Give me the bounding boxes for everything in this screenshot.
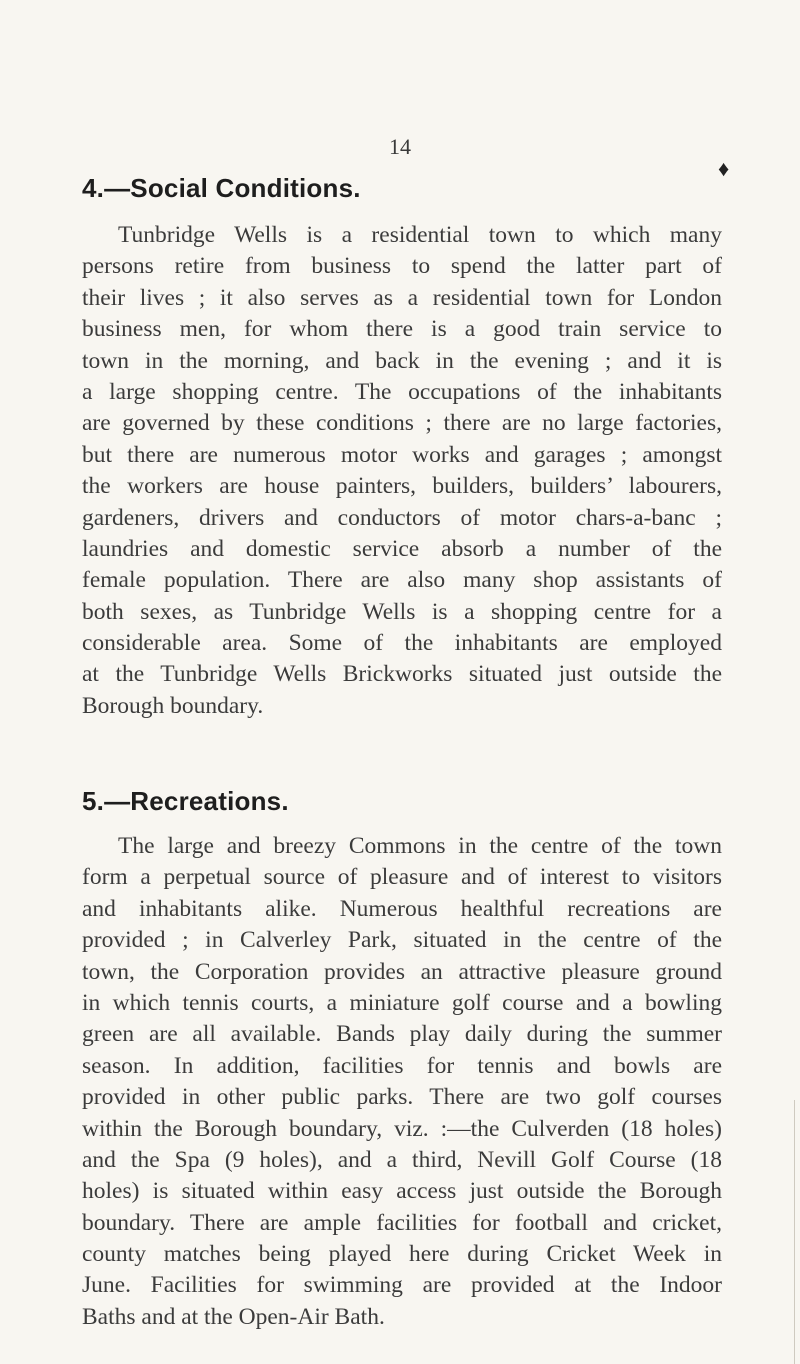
text-line: female population. There are also many shop assistants of bbox=[82, 567, 722, 594]
section-heading-recreations: 5.—Recreations. bbox=[82, 786, 289, 816]
text-line: green are all available. Bands play daily during the summer bbox=[82, 1021, 722, 1048]
paragraph-recreations bbox=[82, 831, 722, 1333]
text-line: in which tennis courts, a miniature golf course and a bowling bbox=[82, 989, 722, 1016]
section-heading-social-conditions: 4.—Social Conditions. bbox=[82, 173, 361, 203]
text-line: business men, for whom there is a good train service to bbox=[82, 316, 722, 343]
text-line: within the Borough boundary, viz. :—the Culverden (18 holes) bbox=[82, 1115, 722, 1142]
text-line: provided ; in Calverley Park, situated in the centre of the bbox=[82, 927, 722, 954]
text-line: considerable area. Some of the inhabitants are employed bbox=[82, 630, 722, 657]
text-line: gardeners, drivers and conductors of motor chars-a-banc ; bbox=[82, 504, 722, 531]
text-line: boundary. There are ample facilities for football and cricket, bbox=[82, 1209, 722, 1236]
text-line: The large and breezy Commons in the centre of the town bbox=[118, 833, 722, 859]
text-line: and inhabitants alike. Numerous healthful recreations are bbox=[82, 895, 722, 922]
text-line: laundries and domestic service absorb a number of the bbox=[82, 535, 722, 562]
paragraph-social-conditions bbox=[82, 220, 722, 722]
margin-mark: ♦ bbox=[718, 156, 730, 181]
text-line: Baths and at the Open-Air Bath. bbox=[82, 1303, 385, 1330]
text-line: holes) is situated within easy access just outside the Borough bbox=[82, 1178, 722, 1205]
text-line: the workers are house painters, builders, builders’ labourers, bbox=[82, 473, 722, 500]
text-line: Tunbridge Wells is a residential town to which many bbox=[118, 222, 722, 248]
text-line: a large shopping centre. The occupations of the inhabitants bbox=[82, 378, 722, 405]
text-line: form a perpetual source of pleasure and of interest to visitors bbox=[82, 864, 722, 891]
text-line: but there are numerous motor works and garages ; amongst bbox=[82, 441, 722, 468]
page-edge-divider bbox=[794, 1100, 795, 1364]
text-line: June. Facilities for swimming are provided at the Indoor bbox=[82, 1272, 722, 1299]
text-line: Borough boundary. bbox=[82, 692, 264, 719]
text-line: both sexes, as Tunbridge Wells is a shopping centre for a bbox=[82, 598, 722, 625]
text-line: town, the Corporation provides an attractive pleasure ground bbox=[82, 958, 722, 985]
text-line: town in the morning, and back in the evening ; and it is bbox=[82, 347, 722, 374]
text-line: provided in other public parks. There are two golf courses bbox=[82, 1084, 722, 1111]
text-line: county matches being played here during Cricket Week in bbox=[82, 1241, 722, 1268]
page-number: 14 bbox=[389, 134, 411, 159]
text-line: at the Tunbridge Wells Brickworks situated just outside the bbox=[82, 661, 722, 688]
text-line: are governed by these conditions ; there are no large factories, bbox=[82, 410, 722, 437]
text-line: persons retire from business to spend the latter part of bbox=[82, 253, 722, 280]
text-line: their lives ; it also serves as a residential town for London bbox=[82, 284, 722, 311]
text-line: and the Spa (9 holes), and a third, Nevill Golf Course (18 bbox=[82, 1146, 722, 1173]
text-line: season. In addition, facilities for tennis and bowls are bbox=[82, 1052, 722, 1079]
